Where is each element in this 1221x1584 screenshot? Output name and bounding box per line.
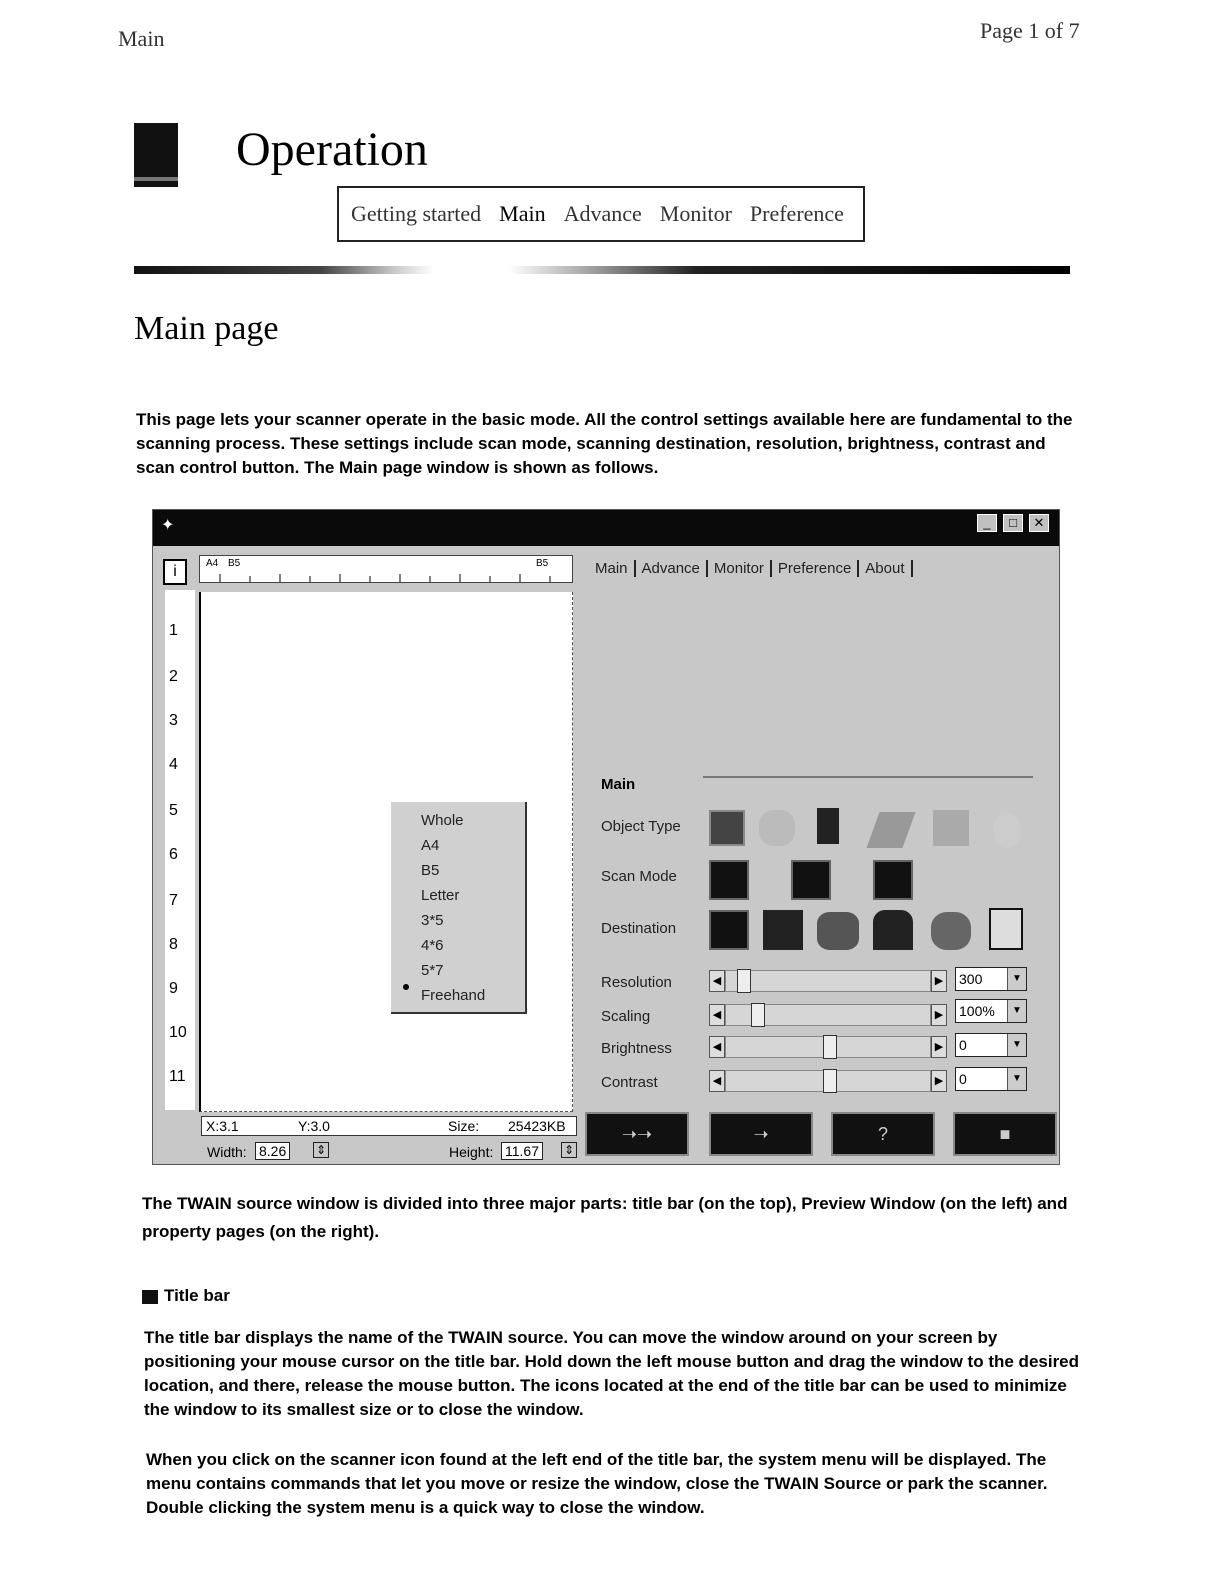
clipboard-destination-icon[interactable] bbox=[989, 908, 1023, 950]
tab-monitor[interactable]: Monitor bbox=[708, 560, 772, 577]
nav-getting-started[interactable]: Getting started bbox=[351, 201, 482, 226]
ruler-number: 4 bbox=[169, 756, 178, 773]
exit-button[interactable]: ■ bbox=[953, 1112, 1057, 1156]
contrast-select[interactable] bbox=[955, 1067, 1027, 1091]
photo-object-icon[interactable] bbox=[709, 810, 745, 846]
tab-about[interactable]: About bbox=[859, 560, 912, 577]
property-tabs bbox=[589, 554, 1059, 582]
vertical-ruler bbox=[165, 590, 195, 1110]
bw-mode-icon[interactable] bbox=[873, 860, 913, 900]
property-page bbox=[587, 584, 1047, 1110]
tab-advance[interactable]: Advance bbox=[636, 560, 708, 577]
size-label: Size: bbox=[448, 1118, 480, 1134]
nav-advance[interactable]: Advance bbox=[563, 201, 642, 226]
custom-object-icon[interactable] bbox=[993, 812, 1021, 848]
tab-main[interactable]: Main bbox=[589, 560, 636, 577]
height-input[interactable]: 11.67 bbox=[501, 1142, 543, 1160]
contrast-decrease-arrow[interactable]: ◀ bbox=[709, 1070, 725, 1092]
fax-destination-icon[interactable] bbox=[931, 912, 971, 950]
menu-item-5x7[interactable]: 5*7 bbox=[421, 962, 444, 979]
subheading-text: Title bar bbox=[164, 1286, 230, 1305]
ruler-number: 5 bbox=[169, 802, 178, 819]
y-coordinate: Y:3.0 bbox=[298, 1118, 330, 1134]
menu-item-whole[interactable]: Whole bbox=[421, 812, 464, 829]
brightness-slider-thumb[interactable] bbox=[823, 1035, 837, 1059]
scanner-icon[interactable]: ✦ bbox=[161, 517, 175, 534]
width-label: Width: bbox=[207, 1144, 247, 1160]
scaling-slider-thumb[interactable] bbox=[751, 1003, 765, 1027]
menu-item-4x6[interactable]: 4*6 bbox=[421, 937, 444, 954]
scan-button[interactable]: ➝ bbox=[709, 1112, 813, 1156]
preview-button[interactable]: ➝➝ bbox=[585, 1112, 689, 1156]
brightness-decrease-arrow[interactable]: ◀ bbox=[709, 1036, 725, 1058]
size-controls bbox=[201, 1140, 577, 1166]
info-button[interactable]: i bbox=[163, 559, 187, 585]
menu-item-b5[interactable]: B5 bbox=[421, 862, 440, 879]
menu-item-a4[interactable]: A4 bbox=[421, 837, 440, 854]
scaling-decrease-arrow[interactable]: ◀ bbox=[709, 1004, 725, 1026]
contrast-increase-arrow[interactable]: ▶ bbox=[931, 1070, 947, 1092]
nav-main[interactable]: Main bbox=[499, 201, 546, 226]
nav-monitor[interactable]: Monitor bbox=[659, 201, 732, 226]
x-coordinate: X:3.1 bbox=[206, 1118, 239, 1134]
ruler-mark-b5: B5 bbox=[228, 558, 241, 569]
tab-preference[interactable]: Preference bbox=[772, 560, 859, 577]
paragraph-system-menu: When you click on the scanner icon found at the left end of the title bar, the system menu will be displayed. The menu contains commands that let you move or resize the window, close the TWAIN Source or park the scanner. Double clicking the system menu is a quick way to close the window. bbox=[146, 1450, 1048, 1517]
scaling-increase-arrow[interactable]: ▶ bbox=[931, 1004, 947, 1026]
help-button-label: ? bbox=[877, 1124, 888, 1144]
menu-item-letter[interactable]: Letter bbox=[421, 887, 460, 904]
chevron-down-icon[interactable]: ▼ bbox=[1007, 1000, 1026, 1022]
gray-mode-icon[interactable] bbox=[791, 860, 831, 900]
height-spinner-icon[interactable]: ⇕ bbox=[561, 1142, 577, 1158]
destination-label: Destination bbox=[601, 920, 677, 937]
subheading-title-bar bbox=[142, 1286, 230, 1306]
nav-preference[interactable]: Preference bbox=[749, 201, 844, 226]
ruler-number: 6 bbox=[169, 846, 178, 863]
status-bar bbox=[201, 1116, 577, 1136]
title-bar[interactable] bbox=[153, 510, 1059, 546]
ruler-number: 9 bbox=[169, 980, 178, 997]
minimize-icon[interactable]: _ bbox=[977, 514, 997, 532]
horizontal-ruler bbox=[199, 555, 573, 583]
width-spinner-icon[interactable]: ⇕ bbox=[313, 1142, 329, 1158]
resolution-slider-thumb[interactable] bbox=[737, 969, 751, 993]
scaling-value: 100% bbox=[959, 1003, 995, 1019]
group-label-main: Main bbox=[601, 776, 636, 793]
divider-rule bbox=[134, 266, 1070, 274]
resolution-value: 300 bbox=[959, 971, 983, 987]
printer-destination-icon[interactable] bbox=[817, 912, 859, 950]
paragraph-window-parts: The TWAIN source window is divided into three major parts: title bar (on the top), Preview Window (on the left) and property pages (on the right). bbox=[142, 1194, 1068, 1241]
resolution-select[interactable] bbox=[955, 967, 1027, 991]
intro-paragraph: This page lets your scanner operate in the basic mode. All the control settings available here are fundamental to the scanning process. These settings include scan mode, scanning destination, resolution, brightness, contrast and scan control button. The Main page window is shown as follows. bbox=[136, 410, 1073, 477]
close-icon[interactable]: ✕ bbox=[1029, 514, 1049, 532]
running-header-section: Main bbox=[118, 26, 165, 51]
contrast-value: 0 bbox=[959, 1071, 967, 1087]
ruler-number: 11 bbox=[169, 1068, 186, 1085]
group-divider bbox=[703, 776, 1033, 778]
height-label: Height: bbox=[449, 1144, 494, 1160]
resolution-decrease-arrow[interactable]: ◀ bbox=[709, 970, 725, 992]
document-object-icon[interactable] bbox=[759, 810, 795, 846]
menu-item-3x5[interactable]: 3*5 bbox=[421, 912, 444, 929]
selected-dot-icon bbox=[403, 984, 409, 990]
ruler-number: 10 bbox=[169, 1024, 187, 1041]
scaling-select[interactable] bbox=[955, 999, 1027, 1023]
ruler-number: 7 bbox=[169, 892, 178, 909]
paragraph-title-bar: The title bar displays the name of the TWAIN source. You can move the window around on your screen by positioning your mouse cursor on the title bar. Hold down the left mouse button and drag the window to the desired location, and there, release the mouse button. The icons located at the end of the title bar can be used to minimize the window to its smallest size or to close the window. bbox=[144, 1328, 1080, 1419]
resolution-slider-track[interactable] bbox=[725, 970, 931, 992]
size-value: 25423KB bbox=[508, 1118, 566, 1134]
brightness-value: 0 bbox=[959, 1037, 967, 1053]
screen-destination-icon[interactable] bbox=[709, 910, 749, 950]
maximize-icon[interactable]: □ bbox=[1003, 514, 1023, 532]
section-marker-block bbox=[134, 123, 178, 187]
resolution-label: Resolution bbox=[601, 974, 672, 991]
contrast-slider-thumb[interactable] bbox=[823, 1069, 837, 1093]
page-number: Page 1 of 7 bbox=[980, 18, 1080, 43]
contrast-label: Contrast bbox=[601, 1074, 658, 1091]
file-destination-icon[interactable] bbox=[873, 910, 913, 950]
section-nav bbox=[337, 186, 865, 242]
ruler-mark-b5-right: B5 bbox=[536, 558, 549, 569]
bullet-icon bbox=[142, 1290, 158, 1304]
section-heading: Main page bbox=[134, 310, 279, 347]
ruler-ticks bbox=[200, 570, 572, 582]
help-button[interactable] bbox=[831, 1112, 935, 1156]
scan-mode-label: Scan Mode bbox=[601, 868, 677, 885]
preview-window[interactable] bbox=[199, 592, 573, 1112]
ruler-number: 8 bbox=[169, 936, 178, 953]
brightness-select[interactable] bbox=[955, 1033, 1027, 1057]
ruler-number: 2 bbox=[169, 668, 178, 685]
object-type-label: Object Type bbox=[601, 818, 681, 835]
ruler-number: 1 bbox=[169, 622, 178, 639]
page-title: Operation bbox=[236, 123, 428, 176]
brightness-increase-arrow[interactable]: ▶ bbox=[931, 1036, 947, 1058]
scaling-label: Scaling bbox=[601, 1008, 651, 1025]
color-mode-icon[interactable] bbox=[709, 860, 749, 900]
chevron-down-icon[interactable]: ▼ bbox=[1007, 1068, 1026, 1090]
chevron-down-icon[interactable]: ▼ bbox=[1007, 968, 1026, 990]
brightness-label: Brightness bbox=[601, 1040, 672, 1057]
paper-size-menu[interactable] bbox=[391, 802, 527, 1014]
copy-destination-icon[interactable] bbox=[763, 910, 803, 950]
resolution-increase-arrow[interactable]: ▶ bbox=[931, 970, 947, 992]
ruler-number: 3 bbox=[169, 712, 178, 729]
twain-window-screenshot bbox=[152, 509, 1060, 1165]
ruler-mark-a4: A4 bbox=[206, 558, 219, 569]
drawing-object-icon[interactable] bbox=[933, 810, 969, 846]
chevron-down-icon[interactable]: ▼ bbox=[1007, 1034, 1026, 1056]
menu-item-freehand[interactable]: Freehand bbox=[421, 987, 486, 1004]
width-input[interactable]: 8.26 bbox=[255, 1142, 290, 1160]
film-object-icon[interactable] bbox=[817, 808, 839, 844]
